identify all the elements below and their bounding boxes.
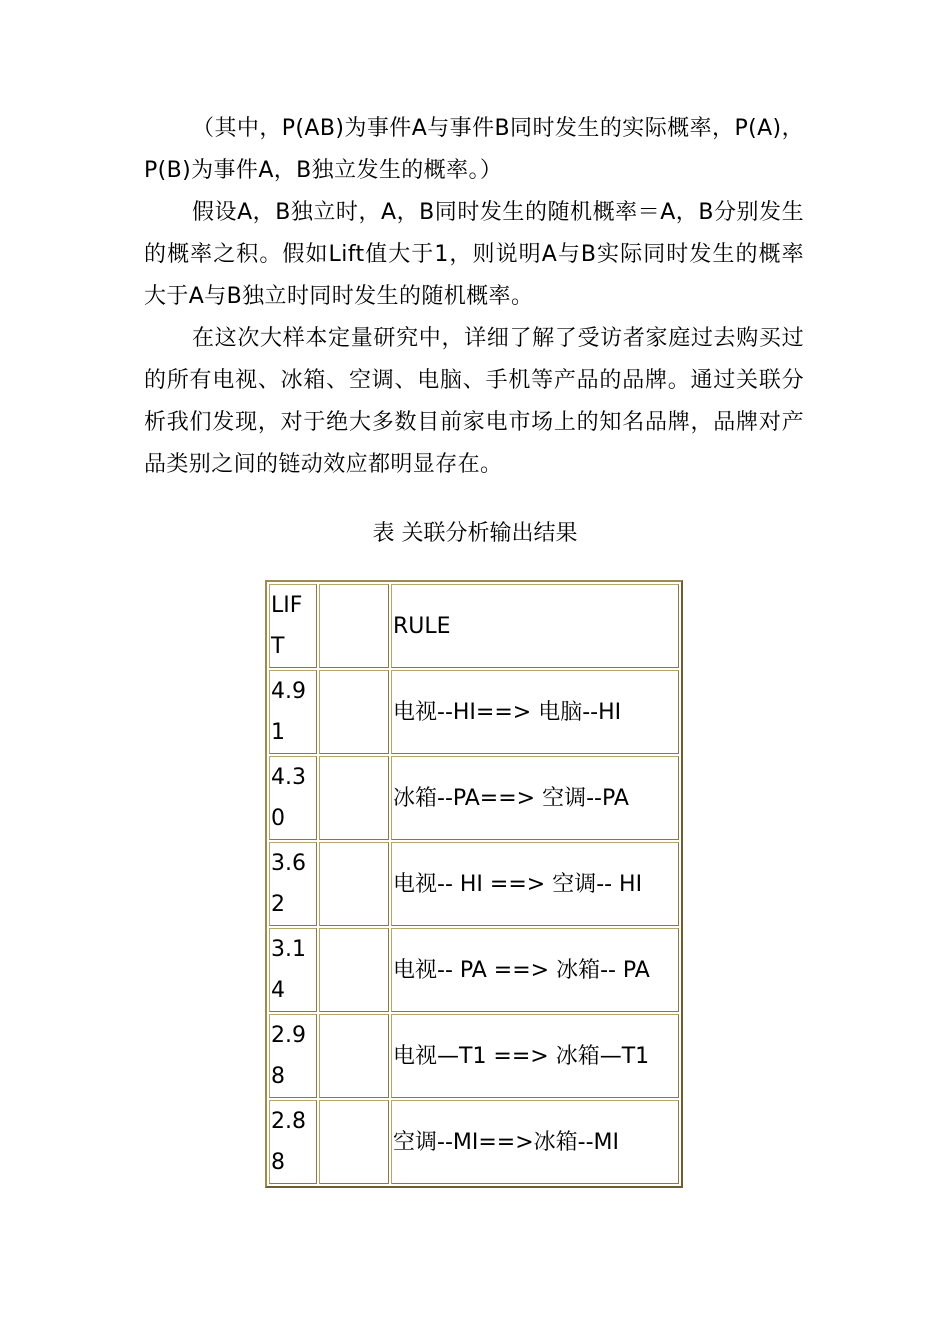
blank-cell: [319, 1014, 389, 1098]
paragraph-independence-assumption: 假设A，B独立时，A，B同时发生的随机概率＝A，B分别发生的概率之积。假如Lift值大于1，则说明A与B实际同时发生的概率大于A与B独立时同时发生的随机概率。: [144, 200, 804, 309]
table-header-row: [269, 584, 679, 668]
blank-cell: [319, 928, 389, 1012]
header-rule: RULE: [391, 584, 679, 668]
paragraph-definition-note: （其中，P(AB)为事件A与事件B同时发生的实际概率，P(A)，P(B)为事件A，B独立发生的概率。）: [144, 116, 804, 183]
rule-cell: 电视—T1 ==> 冰箱—T1: [391, 1014, 679, 1098]
lift-cell: 2.98: [269, 1014, 317, 1098]
blank-cell: [319, 756, 389, 840]
table-row: [269, 756, 679, 840]
header-blank: [319, 584, 389, 668]
rule-cell: 电视-- HI ==> 空调-- HI: [391, 842, 679, 926]
rule-cell: 空调--MI==>冰箱--MI: [391, 1100, 679, 1184]
blank-cell: [319, 842, 389, 926]
rule-cell: 电视--HI==> 电脑--HI: [391, 670, 679, 754]
table-row: [269, 928, 679, 1012]
lift-cell: 4.30: [269, 756, 317, 840]
document-body: [144, 108, 804, 486]
lift-cell: 3.62: [269, 842, 317, 926]
rule-cell: 电视-- PA ==> 冰箱-- PA: [391, 928, 679, 1012]
table-row: [269, 1100, 679, 1184]
table-row: [269, 1014, 679, 1098]
table-caption: 表 关联分析输出结果: [372, 521, 578, 546]
lift-cell: 3.14: [269, 928, 317, 1012]
header-lift: LIFT: [269, 584, 317, 668]
blank-cell: [319, 1100, 389, 1184]
paragraph-research-findings: 在这次大样本定量研究中，详细了解了受访者家庭过去购买过的所有电视、冰箱、空调、电脑、手机等产品的品牌。通过关联分析我们发现，对于绝大多数目前家电市场上的知名品牌，品牌对产品类别之间的链动效应都明显存在。: [144, 326, 804, 477]
table-row: [269, 842, 679, 926]
blank-cell: [319, 670, 389, 754]
association-result-table: [265, 580, 683, 1188]
rule-cell: 冰箱--PA==> 空调--PA: [391, 756, 679, 840]
table-row: [269, 670, 679, 754]
lift-cell: 4.91: [269, 670, 317, 754]
lift-cell: 2.88: [269, 1100, 317, 1184]
